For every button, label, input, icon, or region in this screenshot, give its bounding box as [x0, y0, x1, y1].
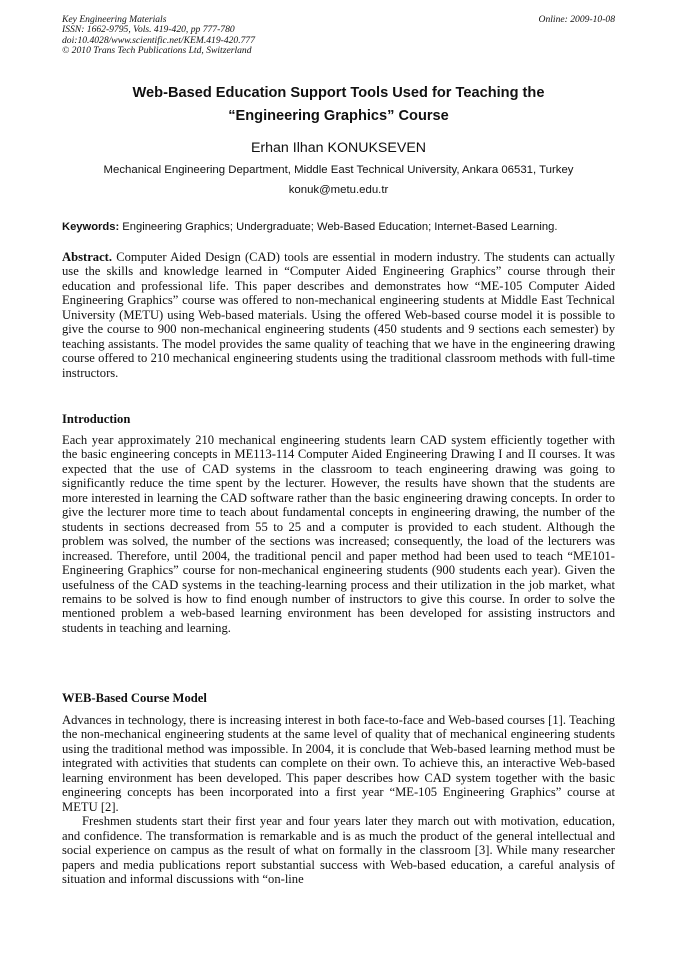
copyright-line: © 2010 Trans Tech Publications Ltd, Switzerland: [62, 45, 252, 57]
issn-line: ISSN: 1662-9795, Vols. 419-420, pp 777-780: [62, 24, 235, 36]
web-model-para-1: Advances in technology, there is increasing interest in both face-to-face and Web-based courses [1]. Teaching the non-mechanical engineering students at the same level of quality that of mechanical engineering students using the traditional method was impossible. In 2004, it is conclude that Web-based learning method must be integrated with activities that students can complete on their own. To achieve this, an interactive Web-based learning environment has been developed. This paper describes how CAD system together with the basic engineering concepts has been incorporated into a first year “ME-105 Engineering Graphics” course at METU [2].: [62, 713, 615, 814]
doi-line: doi:10.4028/www.scientific.net/KEM.419-420.777: [62, 34, 256, 46]
paper-title: [62, 82, 615, 128]
online-date: Online: 2009-10-08: [538, 14, 615, 25]
author-name: Erhan Ilhan KONUKSEVEN: [250, 140, 427, 156]
abstract-text: Computer Aided Design (CAD) tools are essential in modern industry. The students can actually use the skills and knowledge learned in “Computer Aided Engineering Graphics” course through their education and professional life. This paper describes and demonstrates how “ME-105 Computer Aided Engineering Graphics” course was offered to non-mechanical engineering students at Middle East Technical University (METU) using Web-based materials. Using the offered Web-based course model it is possible to give the course to 900 non-mechanical engineering students (450 students and 9 sections each semester) by teaching assistants. The model provides the same quality of teaching that we have in the engineering drawing course offered to 210 mechanical engineering students using the traditional classroom methods with full-time instructors.: [62, 250, 615, 380]
introduction-heading: Introduction: [62, 412, 131, 426]
introduction-text: Each year approximately 210 mechanical engineering students learn CAD system efficiently together with the basic engineering concepts in ME113-114 Computer Aided Engineering Drawing I and II courses. It was expected that the use of CAD systems in the classroom to teach engineering drawing was going to significantly reduce the time spent by the lecturer. However, the results have shown that the students are more interested in learning the CAD software rather than the basic engineering drawing concepts. In order to give the lecturer more time to teach about fundamental concepts in engineering drawing, the number of the students in sections decreased from 55 to 25 and a computer is provided to each student. Although the problem was solved, the number of the sections was increased; consequently, the load of the lecturers was increased. Therefore, until 2004, the traditional pencil and paper method had been used to teach “ME101-Engineering Graphics” course for non-mechanical engineering students (900 students each year). Given the usefulness of the CAD systems in the teaching-learning process and their utilization in the job market, what remains to be solved is how to find enough number of instructors to give this course. In order to solve the mentioned problem a web-based learning environment has been developed for assisting instructors and students in teaching and learning.: [62, 433, 615, 635]
web-model-heading: WEB-Based Course Model: [62, 691, 207, 705]
keywords-text: Engineering Graphics; Undergraduate; Web-Based Education; Internet-Based Learning.: [119, 221, 558, 233]
introduction-body: [62, 433, 615, 635]
web-model-para-2: Freshmen students start their first year and four years later they march out with motivation, education, and confidence. The transformation is remarkable and is as much the product of the general intellectual and social experience on campus as the result of what on formally in the classroom [3]. While many researcher papers and media publications report substantial success with Web-based education, a careful analysis of situation and informal discussions with “on-line: [62, 814, 615, 886]
publication-info: [62, 15, 255, 57]
title-line-2: “Engineering Graphics” Course: [228, 108, 449, 124]
title-line-1: Web-Based Education Support Tools Used for Teaching the: [132, 85, 545, 101]
author-affiliation: Mechanical Engineering Department, Middle East Technical University, Ankara 06531, Turkey: [103, 164, 574, 176]
abstract-label: Abstract.: [62, 250, 113, 264]
abstract: [62, 250, 615, 380]
keywords-label: Keywords:: [62, 221, 120, 233]
author-email: konuk@metu.edu.tr: [288, 184, 389, 196]
web-model-body: [62, 713, 615, 886]
journal-name: Key Engineering Materials: [62, 14, 167, 25]
keywords: [62, 219, 620, 235]
